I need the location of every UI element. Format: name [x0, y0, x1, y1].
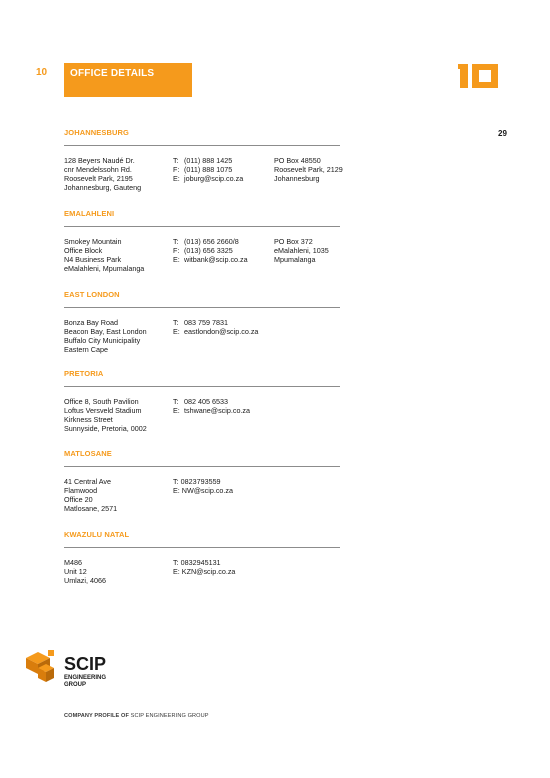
- section-divider: [64, 145, 340, 146]
- section-number: 10: [36, 67, 48, 78]
- contact-line: [173, 237, 275, 246]
- contact-email[interactable]: joburg@scip.co.za: [184, 174, 244, 183]
- large-section-number-icon: [458, 62, 500, 90]
- section-divider: [64, 466, 340, 467]
- postal-line: PO Box 48550: [274, 156, 321, 165]
- office-address: [64, 318, 172, 354]
- contact-line: [173, 486, 275, 495]
- postal-line: Johannesburg: [274, 174, 320, 183]
- logo-tagline-2: GROUP: [64, 682, 87, 688]
- address-line: Sunnyside, Pretoria, 0002: [64, 424, 147, 433]
- office-contacts: [173, 156, 275, 183]
- address-line: Unit 12: [64, 567, 87, 576]
- office-contacts: [173, 558, 275, 576]
- contact-email[interactable]: E: KZN@scip.co.za: [173, 567, 236, 576]
- postal-line: eMalahleni, 1035: [274, 246, 329, 255]
- contact-label: T:: [173, 397, 179, 406]
- office-section: [64, 290, 340, 354]
- contact-label: E:: [173, 174, 180, 183]
- contact-line: [173, 255, 275, 264]
- section-title: OFFICE DETAILS: [70, 68, 155, 79]
- postal-line: Roosevelt Park, 2129: [274, 165, 343, 174]
- contact-line: [173, 156, 275, 165]
- contact-label: T:: [173, 156, 179, 165]
- footer-bold: COMPANY PROFILE OF: [64, 713, 131, 719]
- contact-label: E:: [173, 406, 180, 415]
- contact-phone: (011) 888 1075: [184, 165, 233, 174]
- office-address: [64, 477, 172, 513]
- contact-phone: 083 759 7831: [184, 318, 228, 327]
- address-line: N4 Business Park: [64, 255, 122, 264]
- section-divider: [64, 226, 340, 227]
- office-name: MATLOSANE: [64, 449, 112, 458]
- contact-line: [173, 406, 275, 415]
- address-line: eMalahleni, Mpumalanga: [64, 264, 145, 273]
- contact-line: [173, 174, 275, 183]
- postal-line: Mpumalanga: [274, 255, 316, 264]
- address-line: Umlazi, 4066: [64, 576, 106, 585]
- address-line: Johannesburg, Gauteng: [64, 183, 142, 192]
- address-line: Buffalo City Municipality: [64, 336, 141, 345]
- office-address: [64, 397, 172, 433]
- office-name: EAST LONDON: [64, 290, 120, 299]
- contact-label: T:: [173, 318, 179, 327]
- contact-phone: (013) 656 3325: [184, 246, 233, 255]
- office-contacts: [173, 397, 275, 415]
- contact-label: E:: [173, 255, 180, 264]
- address-line: Flamwood: [64, 486, 98, 495]
- contact-email[interactable]: witbank@scip.co.za: [184, 255, 248, 264]
- contact-email[interactable]: tshwane@scip.co.za: [184, 406, 251, 415]
- footer-text: [64, 713, 209, 719]
- company-logo: [24, 644, 164, 690]
- office-address: [64, 558, 172, 585]
- office-name: KWAZULU NATAL: [64, 530, 130, 539]
- contact-email[interactable]: eastlondon@scip.co.za: [184, 327, 259, 336]
- office-section: [64, 530, 340, 585]
- contact-line: [173, 397, 275, 406]
- address-line: Roosevelt Park, 2195: [64, 174, 133, 183]
- address-line: Eastern Cape: [64, 345, 108, 354]
- address-line: Loftus Versveld Stadium: [64, 406, 142, 415]
- office-section: [64, 449, 340, 513]
- section-divider: [64, 386, 340, 387]
- office-contacts: [173, 237, 275, 264]
- logo-tagline-1: ENGINEERING: [64, 675, 107, 681]
- footer-light: SCIP ENGINEERING GROUP: [130, 713, 209, 719]
- scip-cube-logo-icon: [26, 650, 54, 682]
- contact-email[interactable]: E: NW@scip.co.za: [173, 486, 234, 495]
- contact-line: [173, 318, 275, 327]
- address-line: Bonza Bay Road: [64, 318, 118, 327]
- contact-phone: T: 0832945131: [173, 558, 221, 567]
- address-line: Kirkness Street: [64, 415, 113, 424]
- contact-label: T:: [173, 237, 179, 246]
- office-section: [64, 369, 340, 433]
- office-contacts: [173, 477, 275, 495]
- contact-line: [173, 567, 275, 576]
- address-line: Matlosane, 2571: [64, 504, 118, 513]
- address-line: 41 Central Ave: [64, 477, 112, 486]
- address-line: Beacon Bay, East London: [64, 327, 147, 336]
- address-line: M486: [64, 558, 82, 567]
- office-name: EMALAHLENI: [64, 209, 115, 218]
- office-postal-address: [274, 156, 364, 183]
- page-number: 29: [498, 129, 507, 138]
- contact-phone: T: 0823793559: [173, 477, 221, 486]
- contact-phone: 082 405 6533: [184, 397, 228, 406]
- address-line: 128 Beyers Naudé Dr.: [64, 156, 135, 165]
- contact-line: [173, 327, 275, 336]
- contact-label: E:: [173, 327, 180, 336]
- postal-line: PO Box 372: [274, 237, 313, 246]
- contact-line: [173, 558, 275, 567]
- contact-line: [173, 165, 275, 174]
- contact-phone: (013) 656 2660/8: [184, 237, 239, 246]
- address-line: cnr Mendelssohn Rd.: [64, 165, 132, 174]
- office-name: JOHANNESBURG: [64, 128, 129, 137]
- office-postal-address: [274, 237, 364, 264]
- contact-line: [173, 246, 275, 255]
- address-line: Smokey Mountain: [64, 237, 122, 246]
- office-address: [64, 156, 172, 192]
- contact-label: F:: [173, 165, 180, 174]
- logo-name: SCIP: [64, 654, 107, 674]
- contact-phone: (011) 888 1425: [184, 156, 233, 165]
- address-line: Office Block: [64, 246, 103, 255]
- contact-label: F:: [173, 246, 180, 255]
- contact-line: [173, 477, 275, 486]
- office-contacts: [173, 318, 275, 336]
- office-section: [64, 128, 343, 192]
- section-divider: [64, 547, 340, 548]
- office-name: PRETORIA: [64, 369, 104, 378]
- section-divider: [64, 307, 340, 308]
- address-line: Office 8, South Pavilion: [64, 397, 139, 406]
- address-line: Office 20: [64, 495, 93, 504]
- office-section: [64, 209, 340, 273]
- office-address: [64, 237, 172, 273]
